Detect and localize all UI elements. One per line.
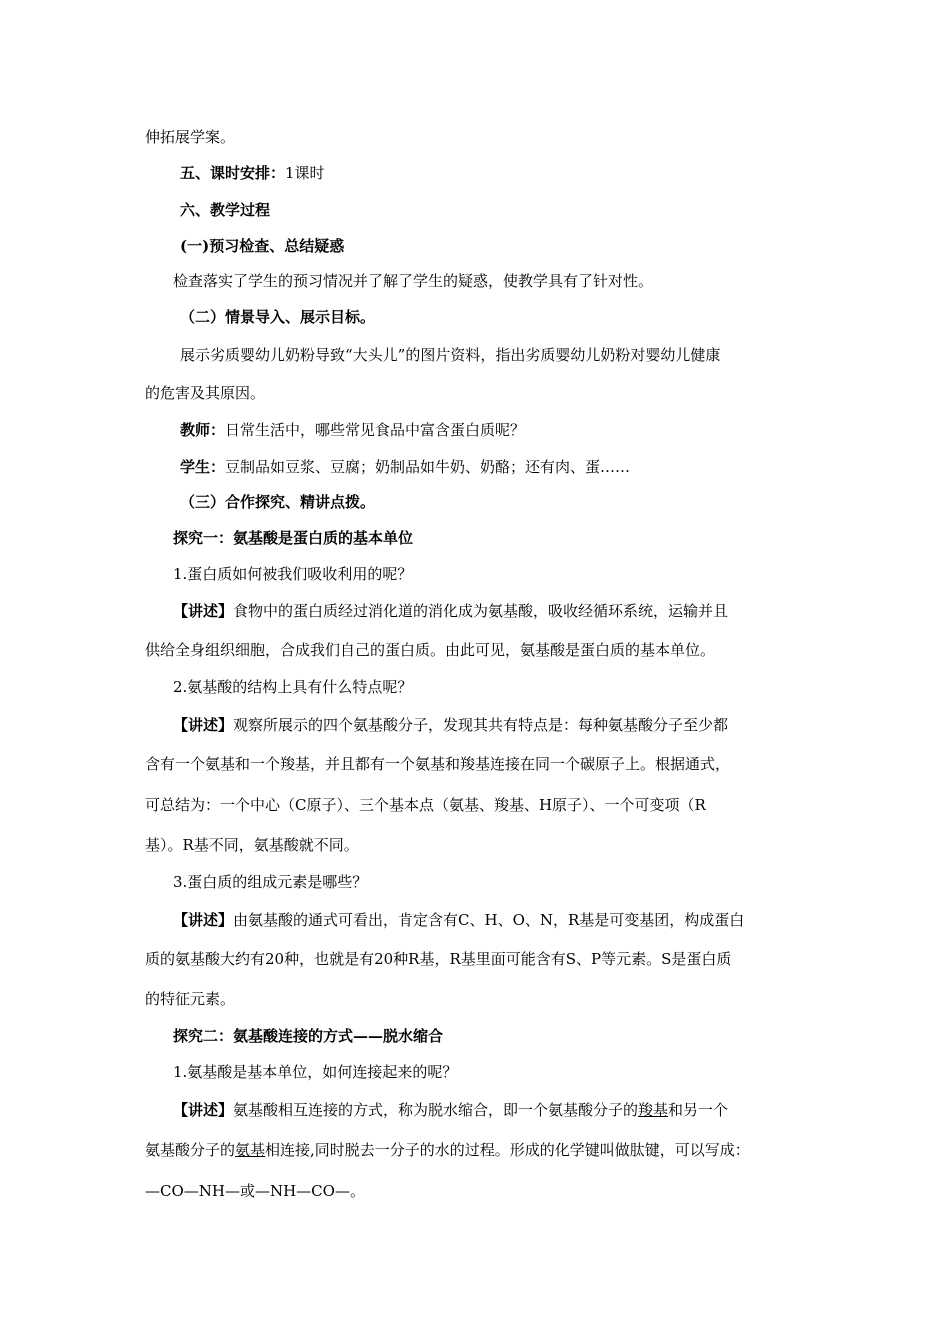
question-line: 1.氨基酸是基本单位，如何连接起来的呢？ [173,1063,458,1081]
text-line: 检查落实了学生的预习情况并了解了学生的疑惑，使教学具有了针对性。 [173,272,654,290]
underlined-term: 氨基 [235,1141,266,1159]
text-line: 的特征元素。 [145,990,236,1008]
underlined-term: 羧基 [638,1101,669,1119]
text-line: 【讲述】氨基酸相互连接的方式，称为脱水缩合，即一个氨基酸分子的羧基和另一个 [173,1101,729,1119]
section-heading: 五、课时安排：1课时 [180,164,325,182]
text-line: 基）。R基不同，氨基酸就不同。 [145,836,359,854]
question-line: 3.蛋白质的组成元素是哪些？ [173,873,368,891]
dialogue-line: 学生：豆制品如豆浆、豆腐；奶制品如牛奶、奶酪；还有肉、蛋…… [180,458,631,476]
text-line: 含有一个氨基和一个羧基，并且都有一个氨基和羧基连接在同一个碳原子上。根据通式， [145,755,731,773]
subsection-heading: (一)预习检查、总结疑惑 [180,237,345,255]
question-line: 1.蛋白质如何被我们吸收利用的呢？ [173,565,413,583]
inquiry-heading: 探究二：氨基酸连接的方式——脱水缩合 [173,1027,444,1045]
inquiry-heading: 探究一：氨基酸是蛋白质的基本单位 [173,529,414,547]
text-line: 【讲述】食物中的蛋白质经过消化道的消化成为氨基酸，吸收经循环系统，运输并且 [173,602,729,620]
subsection-heading: （二）情景导入、展示目标。 [180,308,376,326]
text-line: 【讲述】观察所展示的四个氨基酸分子，发现其共有特点是：每种氨基酸分子至少都 [173,716,729,734]
section-heading: 六、教学过程 [180,201,271,219]
text-line: 【讲述】由氨基酸的通式可看出，肯定含有C、H、O、N，R基是可变基团，构成蛋白 [173,911,745,929]
text-line: 的危害及其原因。 [145,384,266,402]
text-line: 展示劣质婴幼儿奶粉导致“大头儿”的图片资料，指出劣质婴幼儿奶粉对婴幼儿健康 [180,346,721,364]
text-line: 质的氨基酸大约有20种，也就是有20种R基，R基里面可能含有S、P等元素。S是蛋白质 [145,950,732,968]
text-line: 可总结为：一个中心（C原子）、三个基本点（氨基、羧基、H原子）、一个可变项（R [145,796,706,814]
text-line: 伸拓展学案。 [145,128,236,146]
dialogue-line: 教师：日常生活中，哪些常见食品中富含蛋白质呢？ [180,421,526,439]
text-line: 供给全身组织细胞，合成我们自己的蛋白质。由此可见，氨基酸是蛋白质的基本单位。 [145,641,716,659]
question-line: 2.氨基酸的结构上具有什么特点呢？ [173,678,413,696]
subsection-heading: （三）合作探究、精讲点拨。 [180,493,376,511]
text-line: —CO—NH—或—NH—CO—。 [145,1182,365,1200]
text-line: 氨基酸分子的氨基相连接,同时脱去一分子的水的过程。形成的化学键叫做肽键，可以写成： [145,1141,750,1159]
